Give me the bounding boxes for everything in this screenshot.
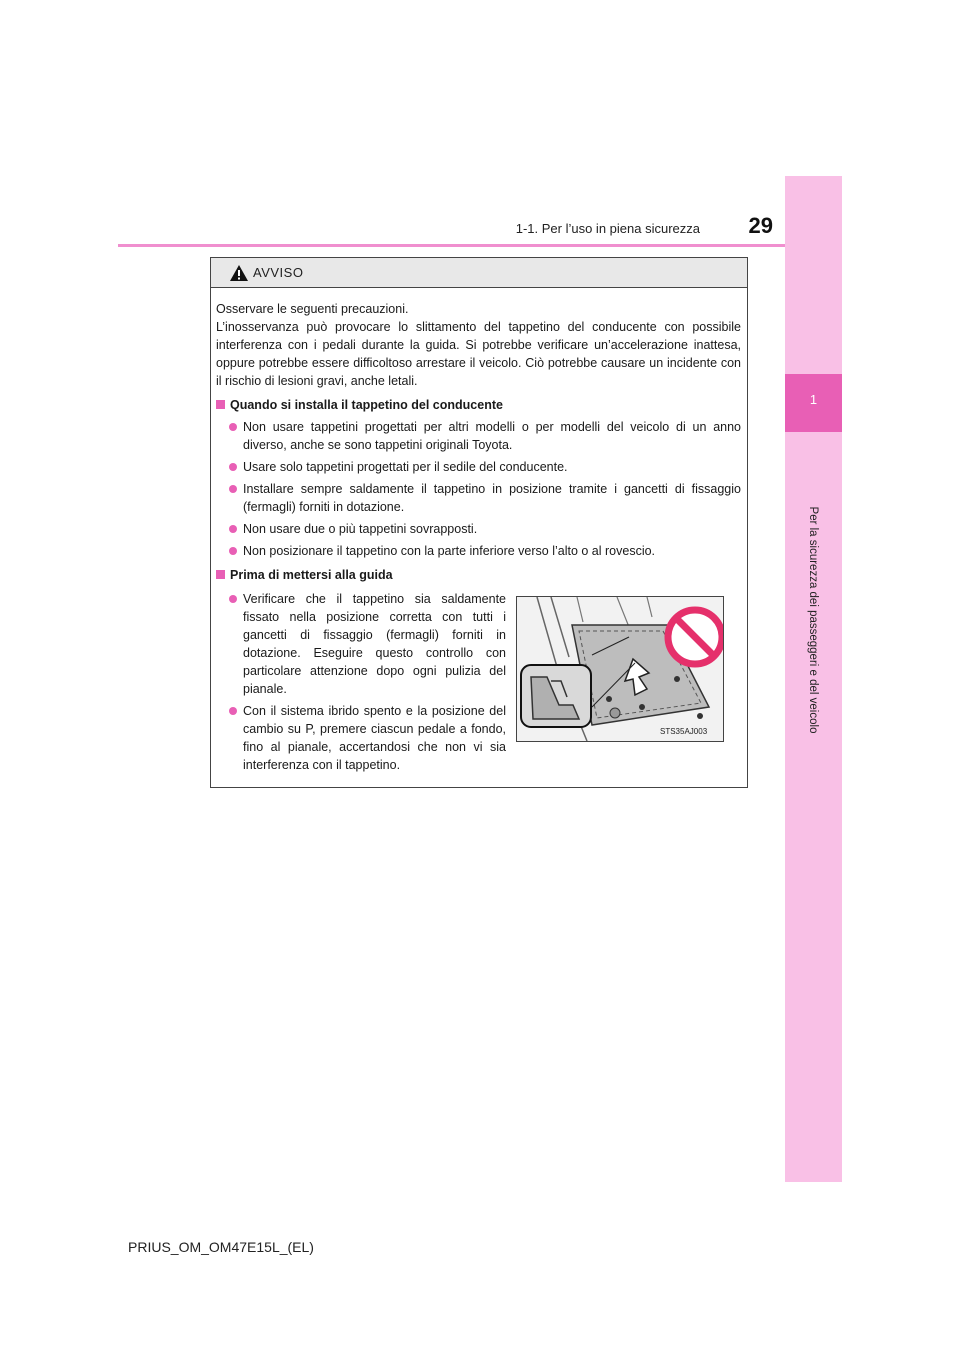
warning-triangle-icon <box>229 264 249 282</box>
warning-intro <box>216 300 741 390</box>
list-item <box>229 418 741 454</box>
bullet-dot-icon <box>229 485 237 493</box>
document-code: PRIUS_OM_OM47E15L_(EL) <box>128 1239 314 1255</box>
list-item-text: Non usare due o più tappetini sovrapposti. <box>243 522 478 536</box>
section-heading <box>216 566 741 584</box>
chapter-number: 1 <box>809 392 818 407</box>
bullet-dot-icon <box>229 707 237 715</box>
section-heading-text: Quando si installa il tappetino del conducente <box>230 398 503 412</box>
bullet-dot-icon <box>229 463 237 471</box>
floor-mat-figure <box>516 596 724 742</box>
list-item-text: Con il sistema ibrido spento e la posizione del cambio su P, premere ciascun pedale a fondo, fino al pianale, accertandosi che non vi sia interferenza con il tappetino. <box>243 704 506 772</box>
warning-body <box>211 288 747 774</box>
square-bullet-icon <box>216 570 225 579</box>
figure-code: STS35AJ003 <box>660 727 708 736</box>
intro-line: Osservare le seguenti precauzioni. <box>216 302 409 316</box>
list-item <box>229 520 741 538</box>
list-item-text: Non posizionare il tappetino con la parte inferiore verso l’alto o al rovescio. <box>243 544 656 558</box>
list-item <box>229 542 741 560</box>
chapter-sidebar <box>785 176 842 1182</box>
floor-mat-illustration <box>517 597 723 741</box>
section-title: 1-1. Per l’uso in piena sicurezza <box>515 221 700 236</box>
square-bullet-icon <box>216 400 225 409</box>
bullet-dot-icon <box>229 547 237 555</box>
list-item <box>229 702 506 774</box>
chapter-title: Per la sicurezza dei passeggeri e del veicolo <box>807 506 819 734</box>
section-heading <box>216 396 741 414</box>
text-with-figure <box>216 586 741 774</box>
list-item <box>229 480 741 516</box>
intro-paragraph: L’inosservanza può provocare lo slittamento del tappetino del conducente con possibile interferenza con i pedali durante la guida. Si potrebbe verificare un’accelerazione inattesa, oppure potrebbe essere difficoltoso arrestare il veicolo. Ciò potrebbe causare un incidente con il rischio di lesioni gravi, anche letali. <box>216 320 741 388</box>
header-rule <box>118 244 842 247</box>
bullet-dot-icon <box>229 525 237 533</box>
warning-header <box>211 258 747 288</box>
page-number: 29 <box>748 213 773 238</box>
list-item <box>229 458 741 476</box>
list-item <box>229 590 506 698</box>
list-item-text: Non usare tappetini progettati per altri modelli o per modelli del veicolo di un anno diverso, anche se sono tappetini originali Toyota. <box>243 420 741 452</box>
list-item-text: Installare sempre saldamente il tappetino in posizione tramite i gancetti di fissaggio (fermagli) forniti in dotazione. <box>243 482 741 514</box>
warning-title: AVVISO <box>253 265 304 280</box>
section-heading-text: Prima di mettersi alla guida <box>230 568 393 582</box>
bullet-dot-icon <box>229 595 237 603</box>
warning-box <box>210 257 748 788</box>
split-text-column <box>216 586 506 774</box>
bullet-dot-icon <box>229 423 237 431</box>
list-item-text: Verificare che il tappetino sia saldamente fissato nella posizione corretta con tutti i gancetti di fissaggio (fermagli) forniti in dotazione. Eseguire questo controllo con particolare attenzione dopo ogni pulizia del pianale. <box>243 592 506 696</box>
list-item-text: Usare solo tappetini progettati per il sedile del conducente. <box>243 460 568 474</box>
